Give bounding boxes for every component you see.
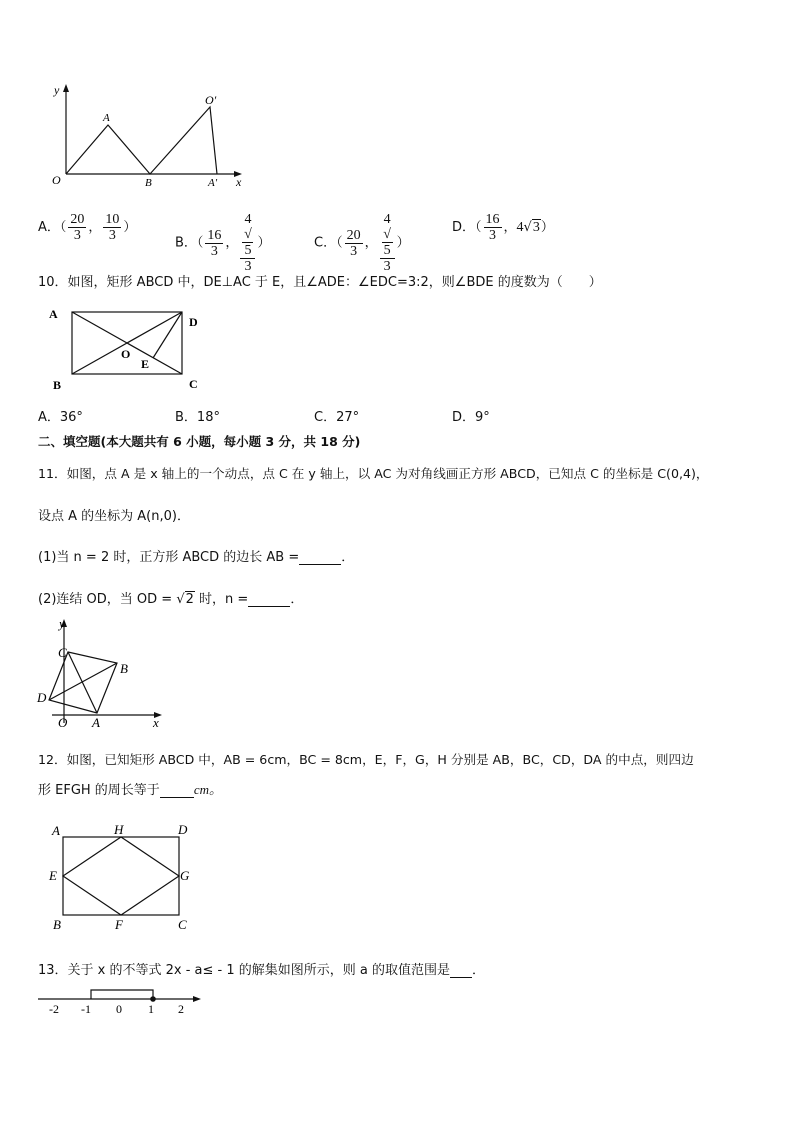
point-d-label: D <box>37 690 47 705</box>
label-b: B <box>53 917 61 932</box>
point-o-label: O <box>58 715 68 730</box>
q11-part2: (2)连结 OD，当 OD = √2 时，n = ． <box>38 592 304 607</box>
rect-label-o: O <box>121 347 131 361</box>
q9-coordinate-figure <box>40 80 260 198</box>
point-a-label: A <box>92 715 100 730</box>
x-axis-label: x <box>153 715 159 730</box>
rect-label-e: E <box>141 357 150 371</box>
tick-label: 1 <box>148 1002 154 1016</box>
y-axis-label: y <box>59 616 65 631</box>
label-a: A <box>52 823 60 838</box>
point-b-label: B <box>145 177 152 189</box>
rect-label-d: D <box>189 315 198 329</box>
x-axis-label: x <box>236 175 242 189</box>
q11-answer-blank-2[interactable] <box>248 592 290 607</box>
q10-option-a: A．36° <box>38 410 83 425</box>
tick-label: 0 <box>116 1002 122 1016</box>
point-o-prime-label: O′ <box>205 93 217 107</box>
y-axis-label: y <box>54 83 60 97</box>
q11-line2: 设点 A 的坐标为 A(n,0)． <box>38 509 190 524</box>
q11-square-figure <box>34 615 174 733</box>
q9-option-a: A．（ $\frac{20}{3}$ ， $\frac{10}{3}$ ） <box>38 212 137 243</box>
point-a-label: A <box>103 112 110 124</box>
q11-part1: (1)当 n = 2 时，正方形 ABCD 的边长 AB = ． <box>38 550 355 565</box>
tick-label: 2 <box>178 1002 184 1016</box>
q12-line1: 12．如图，已知矩形 ABCD 中，AB = 6cm，BC = 8cm，E，F，G，H 分别是 AB，BC，CD，DA 的中点，则四边 <box>38 752 694 767</box>
q10-rectangle-figure <box>40 302 220 394</box>
q10-option-d: D．9° <box>452 410 490 425</box>
tick-label: -1 <box>81 1002 91 1016</box>
rect-label-b: B <box>53 378 62 392</box>
label-c: C <box>178 917 187 932</box>
q12-rectangle-figure <box>44 818 204 936</box>
q10-option-c: C．27° <box>314 410 360 425</box>
q12-line2: 形 EFGH 的周长等于 cm。 <box>38 782 222 798</box>
rect-label-c: C <box>189 377 198 391</box>
q13-answer-blank[interactable] <box>450 963 472 978</box>
point-a-prime-label: A′ <box>208 177 218 189</box>
q13-question: 13．关于 x 的不等式 2x - a≤ - 1 的解集如图所示，则 a 的取值范围是 ． <box>38 963 486 978</box>
label-g: G <box>180 868 190 883</box>
point-b-label: B <box>120 661 128 676</box>
label-e: E <box>49 868 57 883</box>
label-d: D <box>178 822 188 837</box>
point-c-label: C <box>58 645 67 660</box>
q9-option-b: B．（ $\frac{16}{3}$ ， 4 √ 5 3 ） <box>175 212 271 274</box>
q12-answer-blank[interactable] <box>160 783 194 798</box>
rect-label-a: A <box>49 307 58 321</box>
q9-option-d: D．（ $\frac{16}{3}$ ，4√3） <box>452 212 554 243</box>
point-o-label: O <box>52 173 61 187</box>
tick-label: -2 <box>49 1002 59 1016</box>
q10-option-b: B．18° <box>175 410 220 425</box>
section-heading: 二、填空题(本大题共有 6 小题，每小题 3 分，共 18 分) <box>38 434 361 449</box>
q11-answer-blank-1[interactable] <box>299 550 341 565</box>
q9-option-c: C．（ $\frac{20}{3}$ ， 4 √ 5 3 ） <box>314 212 410 274</box>
q13-number-line <box>36 982 206 1016</box>
label-h: H <box>114 822 124 837</box>
q11-line1: 11．如图，点 A 是 x 轴上的一个动点，点 C 在 y 轴上，以 AC 为对角线画正方形 ABCD，已知点 C 的坐标是 C(0,4)， <box>38 466 709 481</box>
q10-question: 10．如图，矩形 ABCD 中，DE⊥AC 于 E，且∠ADE：∠EDC=3:2，则∠BDE 的度数为（ ） <box>38 275 602 290</box>
label-f: F <box>115 917 123 932</box>
